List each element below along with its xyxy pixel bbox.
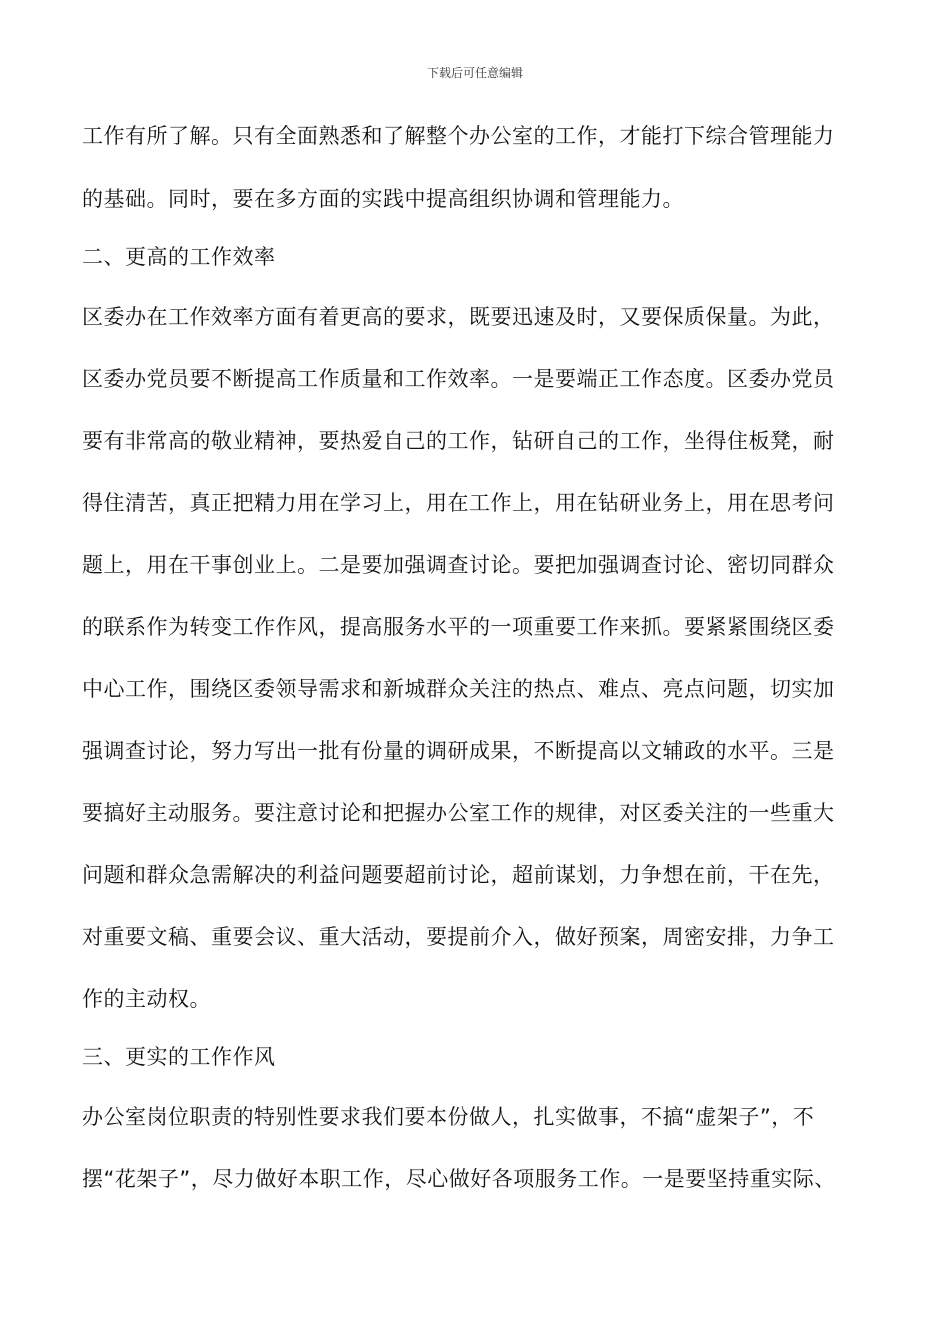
paragraph-line: 得住清苦，真正把精力用在学习上，用在工作上，用在钻研业务上，用在思考问 xyxy=(82,491,835,515)
paragraph-line: 区委办在工作效率方面有着更高的要求，既要迅速及时，又要保质保量。为此， xyxy=(82,305,835,329)
paragraph-line: 摆“花架子”，尽力做好本职工作，尽心做好各项服务工作。一是要坚持重实际、 xyxy=(82,1167,836,1191)
paragraph-line: 要搞好主动服务。要注意讨论和把握办公室工作的规律，对区委关注的一些重大 xyxy=(82,801,835,825)
paragraph-line: 办公室岗位职责的特别性要求我们要本份做人，扎实做事，不搞“虚架子”，不 xyxy=(82,1105,815,1129)
section-heading: 三、更实的工作作风 xyxy=(82,1045,276,1069)
paragraph-line: 问题和群众急需解决的利益问题要超前讨论，超前谋划，力争想在前，干在先， xyxy=(82,863,835,887)
paragraph-line: 题上，用在干事创业上。二是要加强调查讨论。要把加强调查讨论、密切同群众 xyxy=(82,553,835,577)
paragraph-line: 的基础。同时，要在多方面的实践中提高组织协调和管理能力。 xyxy=(82,187,684,211)
paragraph-line: 对重要文稿、重要会议、重大活动，要提前介入，做好预案，周密安排，力争工 xyxy=(82,925,835,949)
page-header: 下载后可任意编辑 xyxy=(426,66,523,80)
section-heading: 二、更高的工作效率 xyxy=(82,245,276,269)
paragraph-line: 要有非常高的敬业精神，要热爱自己的工作，钻研自己的工作，坐得住板凳，耐 xyxy=(82,429,835,453)
paragraph-line: 中心工作，围绕区委领导需求和新城群众关注的热点、难点、亮点问题，切实加 xyxy=(82,677,835,701)
paragraph-line: 区委办党员要不断提高工作质量和工作效率。一是要端正工作态度。区委办党员 xyxy=(82,367,835,391)
paragraph-line: 作的主动权。 xyxy=(82,987,211,1011)
paragraph-line: 强调查讨论，努力写出一批有份量的调研成果，不断提高以文辅政的水平。三是 xyxy=(82,739,835,763)
paragraph-line: 工作有所了解。只有全面熟悉和了解整个办公室的工作，才能打下综合管理能力 xyxy=(82,124,835,148)
paragraph-line: 的联系作为转变工作作风，提高服务水平的一项重要工作来抓。要紧紧围绕区委 xyxy=(82,615,835,639)
